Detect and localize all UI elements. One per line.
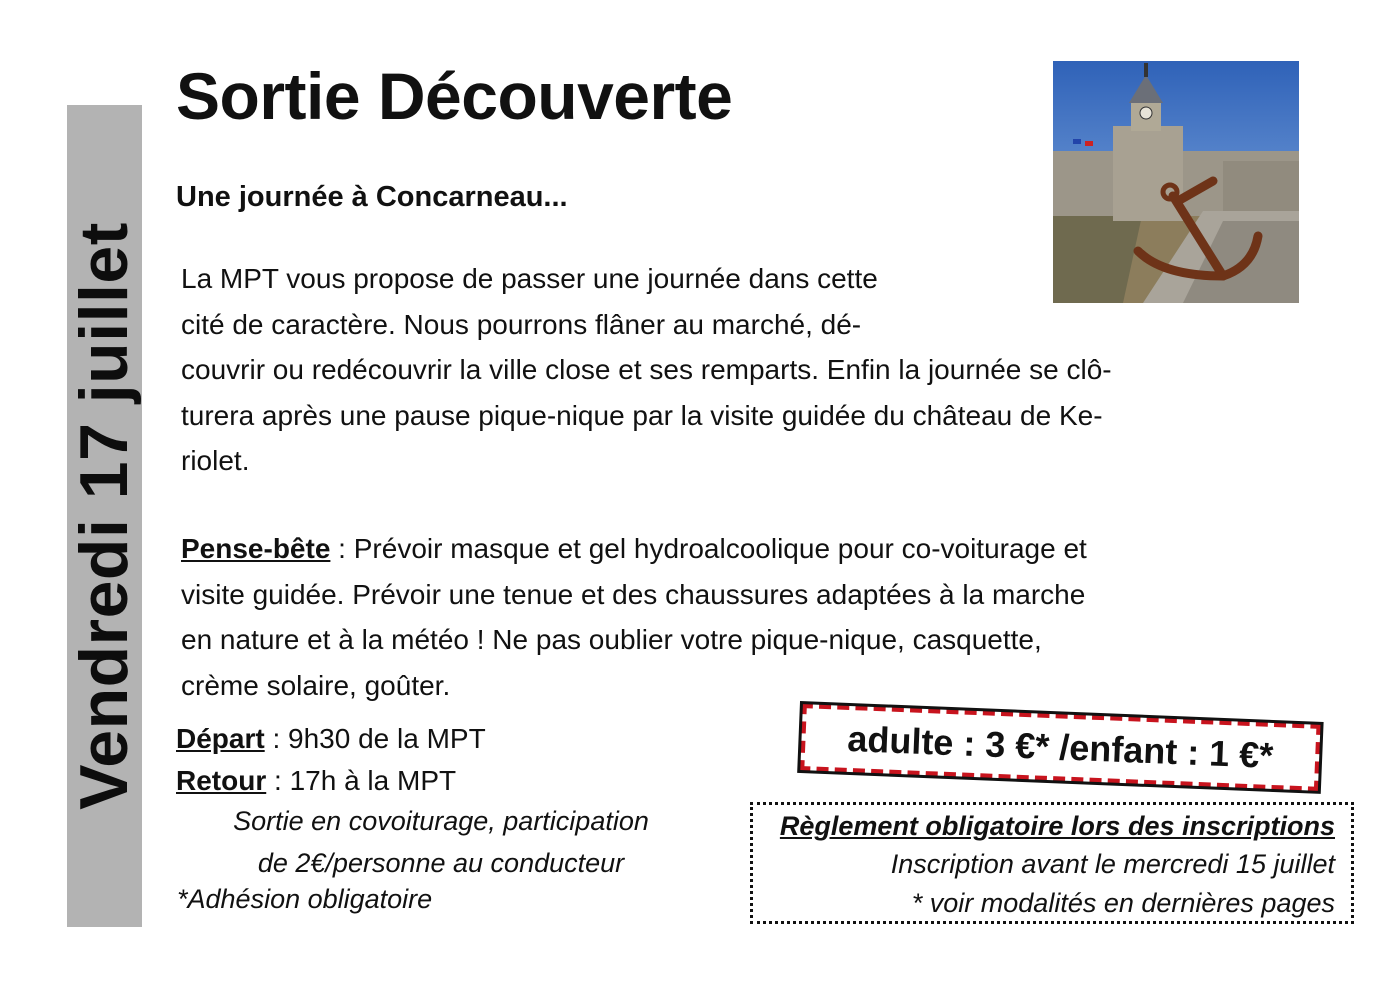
page-subtitle: Une journée à Concarneau...	[176, 181, 568, 213]
event-date: Vendredi 17 juillet	[66, 222, 142, 810]
return-label: Retour	[176, 765, 267, 796]
page-title: Sortie Découverte	[176, 59, 733, 133]
carpool-note	[176, 800, 706, 884]
price-stamp	[798, 702, 1322, 793]
carpool-line: Sortie en covoiturage, participation	[233, 806, 649, 836]
memo-line	[181, 526, 1087, 572]
memo-paragraph	[181, 526, 1087, 708]
schedule	[176, 718, 486, 802]
departure-label: Départ	[176, 723, 265, 754]
registration-note: * voir modalités en dernières pages	[911, 888, 1335, 918]
intro-line: turera après une pause pique-nique par la visite guidée du château de Ke-	[181, 399, 1103, 431]
registration-box	[750, 802, 1354, 924]
intro-line: riolet.	[181, 445, 250, 476]
membership-note: *Adhésion obligatoire	[177, 884, 433, 914]
intro-line: cité de caractère. Nous pourrons flâner au marché, dé-	[181, 308, 862, 340]
memo-label: Pense-bête	[181, 533, 331, 564]
carpool-line: de 2€/personne au conducteur	[257, 848, 625, 878]
return-value: : 17h à la MPT	[266, 765, 457, 796]
registration-deadline: Inscription avant le mercredi 15 juillet	[890, 849, 1335, 879]
intro-line: La MPT vous propose de passer une journée dans cette	[181, 263, 878, 294]
departure-value: : 9h30 de la MPT	[264, 723, 486, 754]
intro-line: couvrir ou redécouvrir la ville close et ses remparts. Enfin la journée se clô-	[181, 354, 1112, 385]
price-text: adulte : 3 €* /enfant : 1 €*	[846, 717, 1275, 776]
registration-title: Règlement obligatoire lors des inscriptions	[779, 811, 1335, 841]
departure-row	[176, 718, 486, 760]
memo-line: visite guidée. Prévoir une tenue et des chaussures adaptées à la marche	[181, 578, 1086, 610]
return-row	[176, 760, 486, 802]
memo-line: en nature et à la météo ! Ne pas oublier votre pique-nique, casquette,	[181, 624, 1042, 655]
memo-first-line: : Prévoir masque et gel hydroalcoolique pour co-voiturage et	[330, 533, 1087, 564]
intro-paragraph	[181, 256, 1112, 484]
memo-line: crème solaire, goûter.	[181, 669, 451, 701]
